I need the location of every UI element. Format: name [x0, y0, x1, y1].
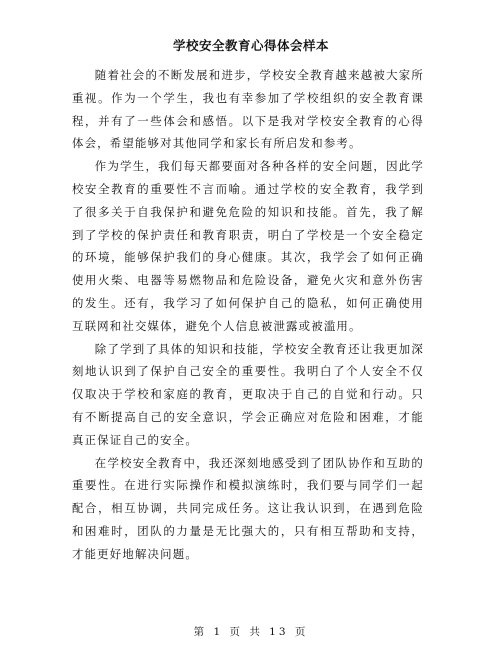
document-body	[72, 64, 424, 566]
document-title: 学校安全教育心得体会样本	[172, 38, 329, 53]
page-number-footer: 第 1 页 共 13 页	[193, 626, 309, 638]
paragraph: 在学校安全教育中，我还深刻地感受到了团队协作和互助的重要性。在进行实际操作和模拟演练时，我们要与同学们一起配合，相互协调，共同完成任务。这让我认识到，在遇到危险和困难时，团队的力量是无比强大的，只有相互帮助和支持，才能更好地解决问题。	[72, 455, 424, 561]
paragraph: 作为学生，我们每天都要面对各种各样的安全问题，因此学校安全教育的重要性不言而喻。通过学校的安全教育，我学到了很多关于自我保护和避免危险的知识和技能。首先，我了解到了学校的保护责任和教育职责，明白了学校是一个安全稳定的环境，能够保护我们的身心健康。其次，我学会了如何正确使用火柴、电器等易燃物品和危险设备，避免火灾和意外伤害的发生。还有，我学习了如何保护自己的隐私，如何正确使用互联网和社交媒体，避免个人信息被泄露或被滥用。	[72, 159, 424, 333]
paragraph: 随着社会的不断发展和进步，学校安全教育越来越被大家所重视。作为一个学生，我也有幸参加了学校组织的安全教育课程，并有了一些体会和感悟。以下是我对学校安全教育的心得体会，希望能够对其他同学和家长有所启发和参考。	[72, 68, 424, 151]
paragraph: 除了学到了具体的知识和技能，学校安全教育还让我更加深刻地认识到了保护自己安全的重要性。我明白了个人安全不仅仅取决于学校和家庭的教育，更取决于自己的自觉和行动。只有不断提高自己的安全意识，学会正确应对危险和困难，才能真正保证自己的安全。	[72, 341, 424, 447]
